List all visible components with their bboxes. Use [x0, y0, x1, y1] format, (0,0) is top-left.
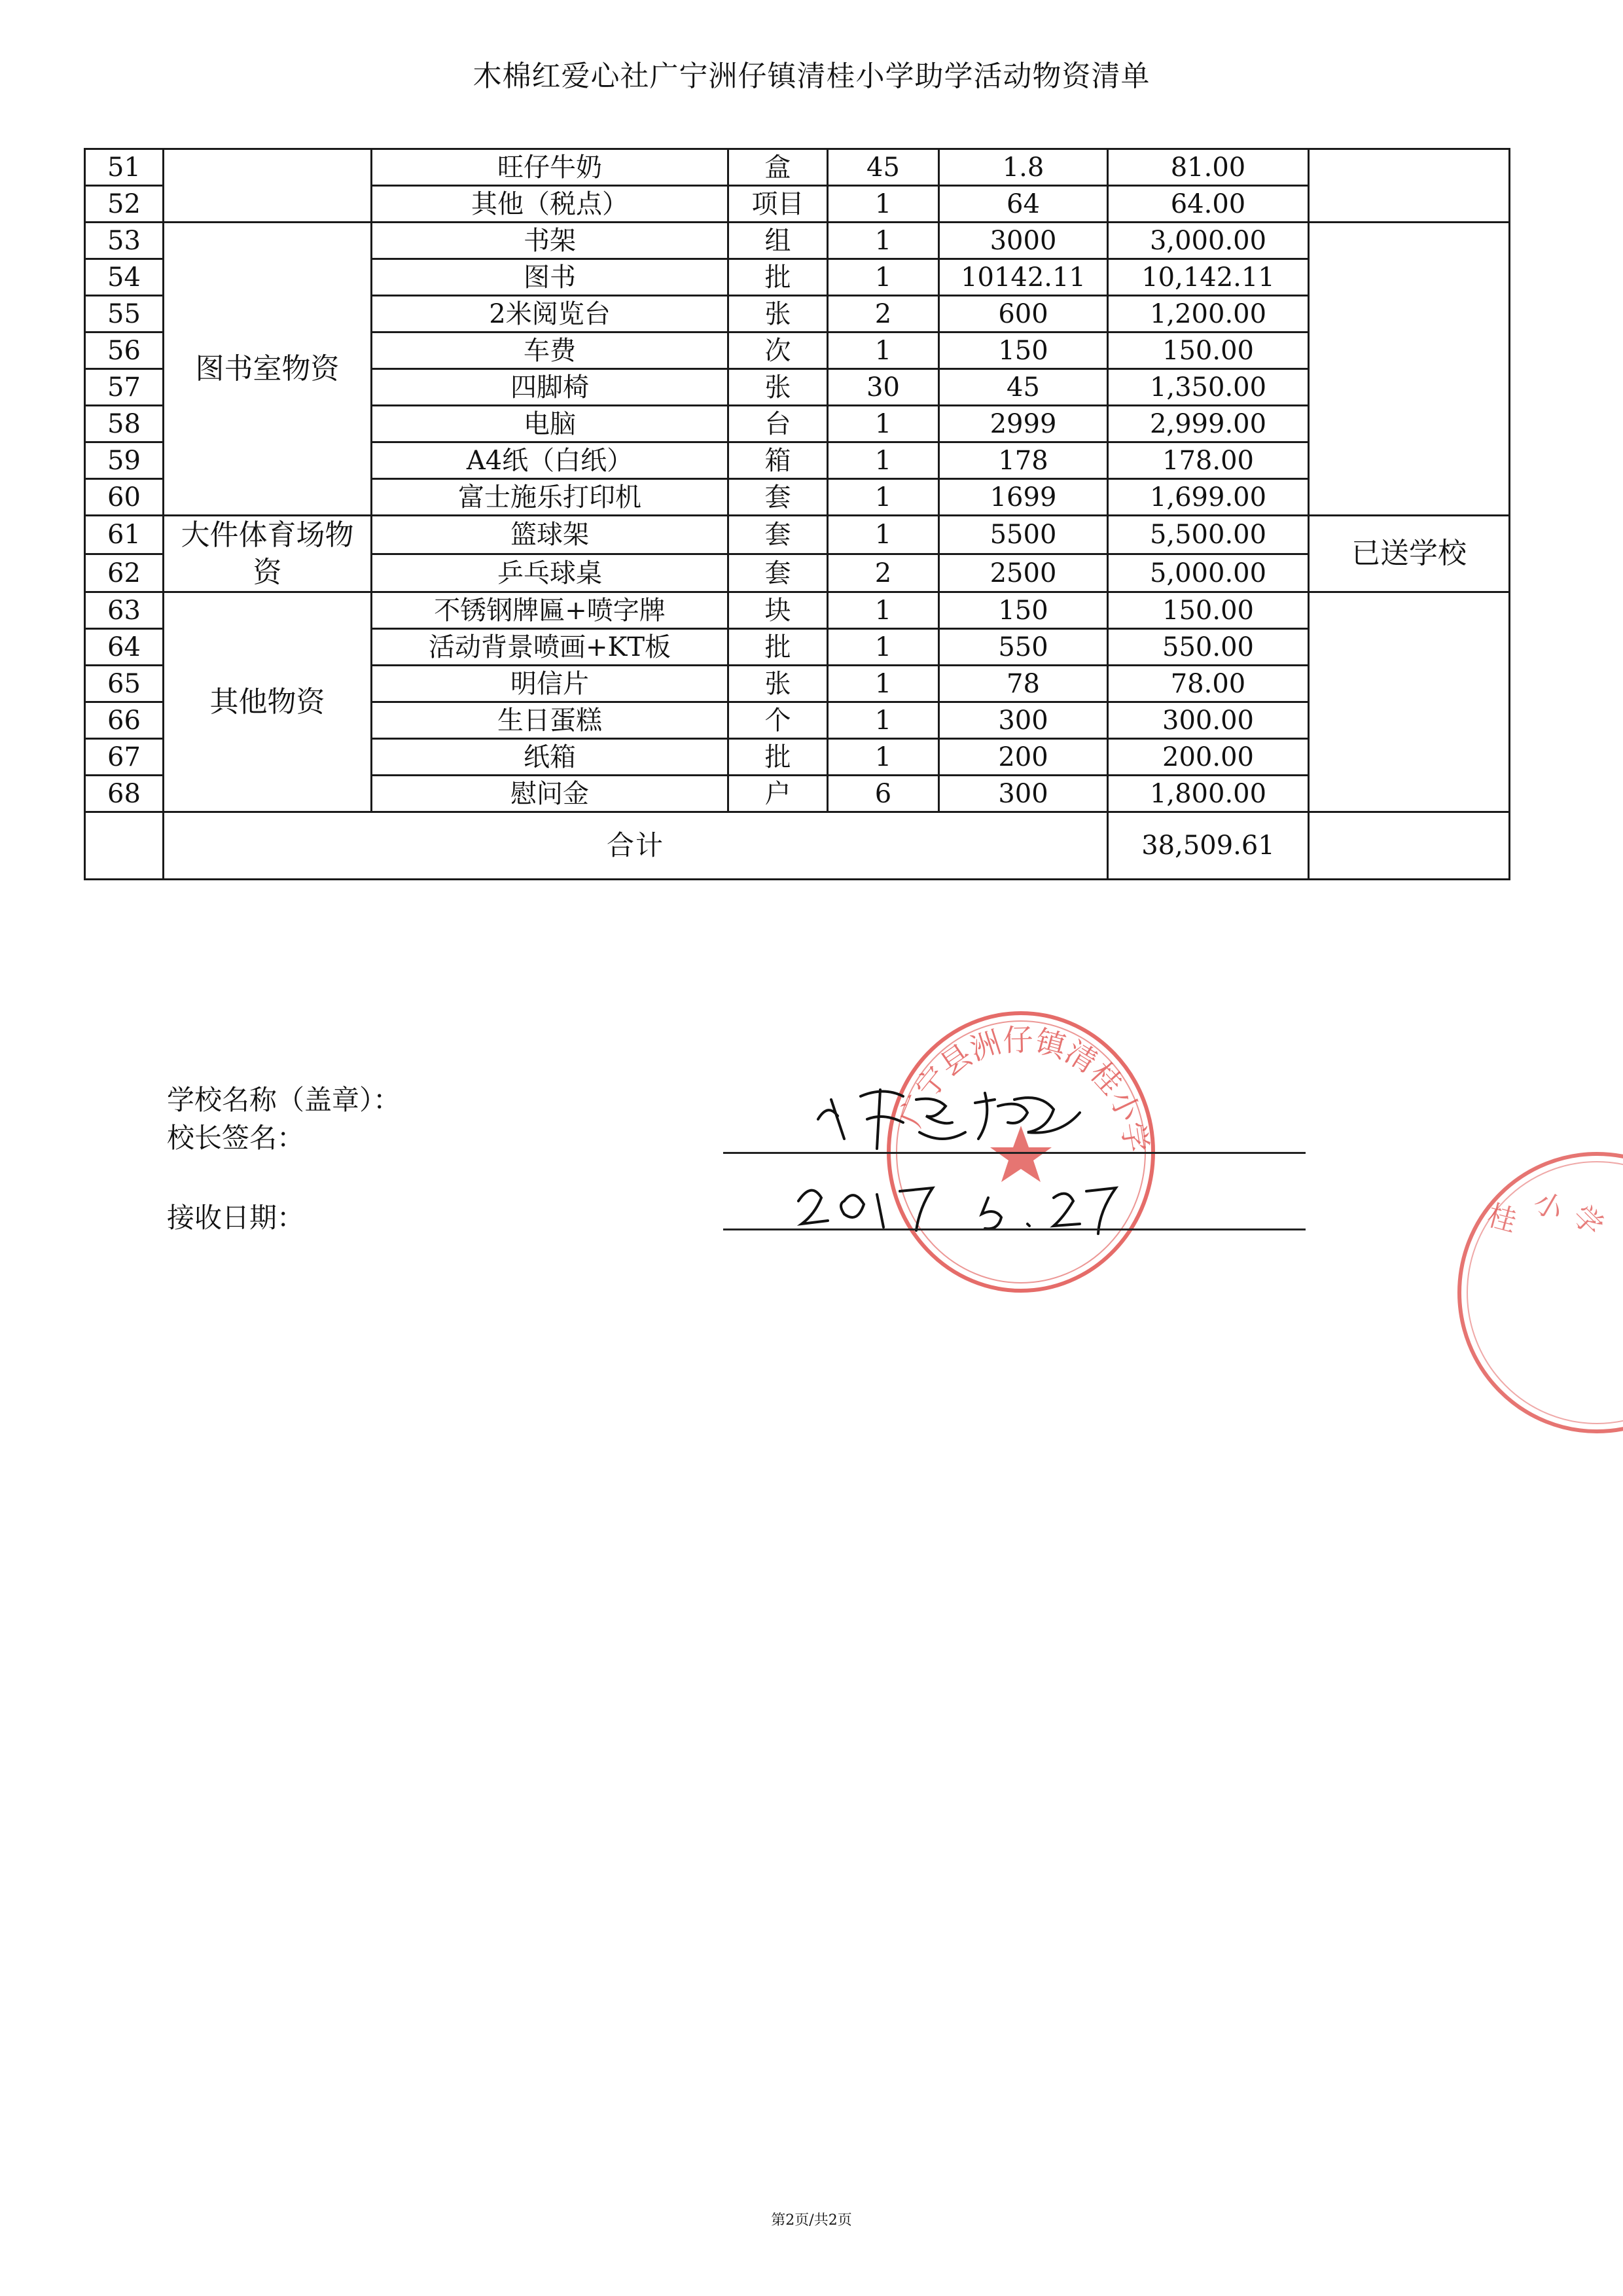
unit-price-cell: 300	[939, 776, 1108, 812]
quantity-cell: 2	[828, 296, 939, 332]
unit-cell: 台	[728, 406, 828, 442]
item-name-cell: 旺仔牛奶	[372, 149, 728, 186]
note-cell-empty	[1309, 223, 1510, 516]
school-name-label: 学校名称（盖章）：	[167, 1084, 401, 1116]
table-row	[85, 516, 1510, 554]
amount-cell: 1,350.00	[1108, 369, 1309, 406]
total-row	[85, 812, 1510, 880]
quantity-cell: 1	[828, 332, 939, 369]
unit-price-cell: 2999	[939, 406, 1108, 442]
row-number-cell: 62	[85, 554, 164, 592]
row-number-cell: 54	[85, 259, 164, 296]
unit-cell: 盒	[728, 149, 828, 186]
quantity-cell: 1	[828, 739, 939, 776]
row-number-cell: 63	[85, 592, 164, 629]
note-cell-empty	[1309, 149, 1510, 223]
amount-cell: 1,200.00	[1108, 296, 1309, 332]
svg-text:小: 小	[1528, 1185, 1569, 1228]
unit-cell: 次	[728, 332, 828, 369]
item-name-cell: 篮球架	[372, 516, 728, 554]
row-number-cell: 67	[85, 739, 164, 776]
row-number-cell: 59	[85, 442, 164, 479]
unit-price-cell: 2500	[939, 554, 1108, 592]
amount-cell: 1,800.00	[1108, 776, 1309, 812]
unit-cell: 张	[728, 369, 828, 406]
unit-cell: 组	[728, 223, 828, 259]
note-cell-empty	[1309, 592, 1510, 812]
item-name-cell: 乒乓球桌	[372, 554, 728, 592]
unit-price-cell: 5500	[939, 516, 1108, 554]
unit-price-cell: 3000	[939, 223, 1108, 259]
item-name-cell: 富士施乐打印机	[372, 479, 728, 516]
row-number-cell: 56	[85, 332, 164, 369]
quantity-cell: 1	[828, 186, 939, 223]
unit-price-cell: 550	[939, 629, 1108, 666]
unit-price-cell: 200	[939, 739, 1108, 776]
unit-cell: 块	[728, 592, 828, 629]
quantity-cell: 30	[828, 369, 939, 406]
principal-signature-label: 校长签名：	[167, 1122, 305, 1154]
handwritten-principal-signature	[805, 1073, 1093, 1152]
row-number-cell: 57	[85, 369, 164, 406]
item-name-cell: 慰问金	[372, 776, 728, 812]
unit-cell: 套	[728, 479, 828, 516]
amount-cell: 2,999.00	[1108, 406, 1309, 442]
row-number-cell: 55	[85, 296, 164, 332]
quantity-cell: 1	[828, 259, 939, 296]
amount-cell: 300.00	[1108, 702, 1309, 739]
item-name-cell: 车费	[372, 332, 728, 369]
unit-cell: 批	[728, 259, 828, 296]
item-name-cell: 其他（税点）	[372, 186, 728, 223]
row-number-cell: 60	[85, 479, 164, 516]
quantity-cell: 1	[828, 223, 939, 259]
table-row	[85, 223, 1510, 259]
amount-cell: 5,000.00	[1108, 554, 1309, 592]
unit-cell: 张	[728, 296, 828, 332]
unit-price-cell: 300	[939, 702, 1108, 739]
category-cell-empty	[164, 149, 372, 223]
quantity-cell: 1	[828, 516, 939, 554]
unit-price-cell: 78	[939, 666, 1108, 702]
item-name-cell: 书架	[372, 223, 728, 259]
total-number-cell	[85, 812, 164, 880]
category-cell-other: 其他物资	[164, 592, 372, 812]
quantity-cell: 1	[828, 629, 939, 666]
unit-cell: 项目	[728, 186, 828, 223]
unit-price-cell: 10142.11	[939, 259, 1108, 296]
category-sports-line1: 大件体育场物	[181, 518, 354, 552]
row-number-cell: 51	[85, 149, 164, 186]
item-name-cell: 纸箱	[372, 739, 728, 776]
amount-cell: 81.00	[1108, 149, 1309, 186]
unit-cell: 套	[728, 554, 828, 592]
unit-price-cell: 64	[939, 186, 1108, 223]
amount-cell: 5,500.00	[1108, 516, 1309, 554]
item-name-cell: 活动背景喷画+KT板	[372, 629, 728, 666]
amount-cell: 200.00	[1108, 739, 1309, 776]
item-name-cell: 2米阅览台	[372, 296, 728, 332]
svg-text:桂: 桂	[1484, 1199, 1520, 1238]
quantity-cell: 1	[828, 406, 939, 442]
amount-cell: 64.00	[1108, 186, 1309, 223]
amount-cell: 178.00	[1108, 442, 1309, 479]
amount-cell: 150.00	[1108, 592, 1309, 629]
item-name-cell: A4纸（白纸）	[372, 442, 728, 479]
unit-cell: 套	[728, 516, 828, 554]
row-number-cell: 66	[85, 702, 164, 739]
unit-price-cell: 150	[939, 332, 1108, 369]
total-amount: 38,509.61	[1108, 812, 1309, 880]
quantity-cell: 1	[828, 442, 939, 479]
amount-cell: 3,000.00	[1108, 223, 1309, 259]
principal-signature-line	[723, 1152, 1306, 1154]
amount-cell: 78.00	[1108, 666, 1309, 702]
row-number-cell: 64	[85, 629, 164, 666]
unit-price-cell: 150	[939, 592, 1108, 629]
table-row	[85, 149, 1510, 186]
svg-text:学: 学	[1565, 1199, 1609, 1243]
row-number-cell: 53	[85, 223, 164, 259]
amount-cell: 550.00	[1108, 629, 1309, 666]
unit-price-cell: 178	[939, 442, 1108, 479]
amount-cell: 10,142.11	[1108, 259, 1309, 296]
row-number-cell: 65	[85, 666, 164, 702]
total-note-cell	[1309, 812, 1510, 880]
quantity-cell: 6	[828, 776, 939, 812]
row-number-cell: 68	[85, 776, 164, 812]
item-name-cell: 生日蛋糕	[372, 702, 728, 739]
unit-cell: 批	[728, 629, 828, 666]
quantity-cell: 1	[828, 479, 939, 516]
unit-cell: 箱	[728, 442, 828, 479]
category-cell-library: 图书室物资	[164, 223, 372, 516]
unit-cell: 批	[728, 739, 828, 776]
item-name-cell: 不锈钢牌匾+喷字牌	[372, 592, 728, 629]
document-title: 木棉红爱心社广宁洲仔镇清桂小学助学活动物资清单	[473, 60, 1150, 93]
page-number: 第2页/共2页	[771, 2212, 852, 2229]
receive-date-label: 接收日期：	[167, 1202, 305, 1234]
quantity-cell: 1	[828, 666, 939, 702]
unit-price-cell: 45	[939, 369, 1108, 406]
school-seal-stamp-partial	[1446, 1145, 1623, 1440]
table-row	[85, 592, 1510, 629]
unit-cell: 个	[728, 702, 828, 739]
item-name-cell: 明信片	[372, 666, 728, 702]
unit-price-cell: 600	[939, 296, 1108, 332]
unit-price-cell: 1699	[939, 479, 1108, 516]
category-cell-sports	[164, 516, 372, 592]
svg-text:广宁县洲仔镇清桂小学: 广宁县洲仔镇清桂小学	[893, 1023, 1154, 1155]
items-table	[84, 148, 1510, 880]
unit-cell: 户	[728, 776, 828, 812]
total-label: 合计	[164, 812, 1108, 880]
quantity-cell: 45	[828, 149, 939, 186]
amount-cell: 150.00	[1108, 332, 1309, 369]
quantity-cell: 2	[828, 554, 939, 592]
item-name-cell: 电脑	[372, 406, 728, 442]
row-number-cell: 61	[85, 516, 164, 554]
unit-price-cell: 1.8	[939, 149, 1108, 186]
row-number-cell: 52	[85, 186, 164, 223]
items-table-container	[84, 148, 1510, 880]
row-number-cell: 58	[85, 406, 164, 442]
unit-cell: 张	[728, 666, 828, 702]
category-sports-line2: 资	[253, 556, 282, 590]
amount-cell: 1,699.00	[1108, 479, 1309, 516]
note-cell-sports: 已送学校	[1309, 516, 1510, 592]
receive-date-line	[723, 1229, 1306, 1230]
item-name-cell: 图书	[372, 259, 728, 296]
quantity-cell: 1	[828, 592, 939, 629]
quantity-cell: 1	[828, 702, 939, 739]
item-name-cell: 四脚椅	[372, 369, 728, 406]
